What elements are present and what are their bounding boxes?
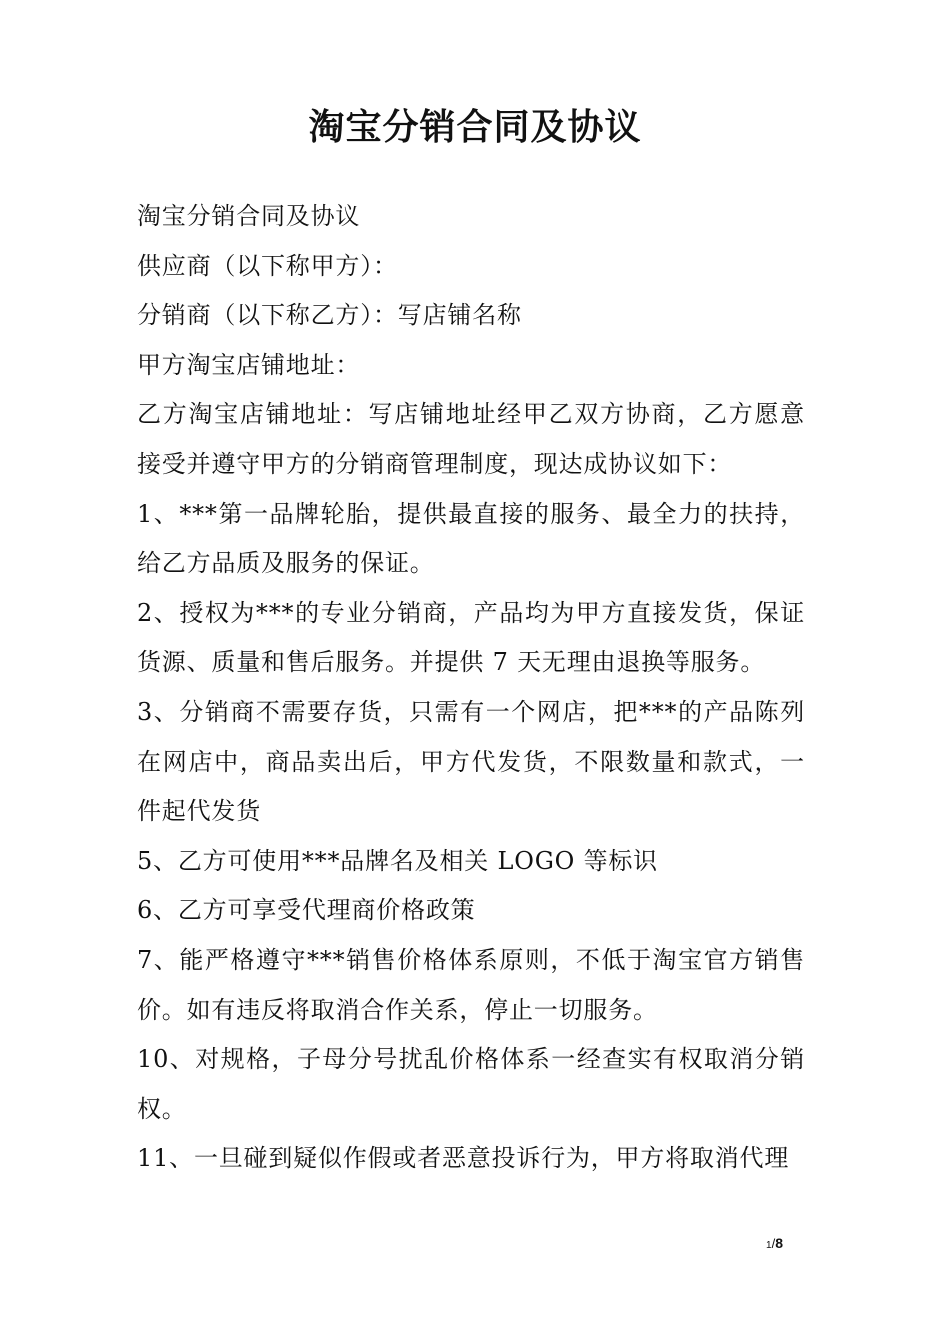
document-title: 淘宝分销合同及协议 — [308, 107, 642, 148]
clause-7: 7、能严格遵守***销售价格体系原则，不低于淘宝官方销售价。如有违反将取消合作关系，停止一切服务。 — [137, 945, 805, 1024]
paragraph-supplier: 供应商（以下称甲方）： — [137, 251, 398, 280]
clause-1: 1、***第一品牌轮胎，提供最直接的服务、最全力的扶持，给乙方品质及服务的保证。 — [137, 499, 805, 578]
paragraph-party-b-address: 乙方淘宝店铺地址：写店铺地址经甲乙双方协商，乙方愿意接受并遵守甲方的分销商管理制度，现达成协议如下： — [137, 400, 805, 478]
paragraph-distributor: 分销商（以下称乙方）：写店铺名称 — [137, 301, 522, 330]
clause-6: 6、乙方可享受代理商价格政策 — [137, 896, 476, 925]
page-number — [766, 1235, 783, 1251]
page-number-current: 1 — [766, 1240, 772, 1251]
clause-11: 11、一旦碰到疑似作假或者恶意投诉行为，甲方将取消代理 — [137, 1144, 790, 1173]
clause-3: 3、分销商不需要存货，只需有一个网店，把***的产品陈列在网店中，商品卖出后，甲方代发货，不限数量和款式，一件起代发货 — [137, 697, 805, 826]
clause-10: 10、对规格，子母分号扰乱价格体系一经查实有权取消分销权。 — [137, 1045, 805, 1123]
clause-5: 5、乙方可使用***品牌名及相关 LOGO 等标识 — [137, 846, 658, 875]
document-body — [137, 192, 805, 1184]
page-number-separator: / — [771, 1236, 776, 1251]
clause-2: 2、授权为***的专业分销商，产品均为甲方直接发货，保证货源、质量和售后服务。并提供 7 天无理由退换等服务。 — [137, 598, 805, 677]
paragraph-party-a-address: 甲方淘宝店铺地址： — [137, 350, 361, 379]
page-number-total: 8 — [775, 1235, 783, 1251]
paragraph-subtitle: 淘宝分销合同及协议 — [137, 202, 361, 230]
